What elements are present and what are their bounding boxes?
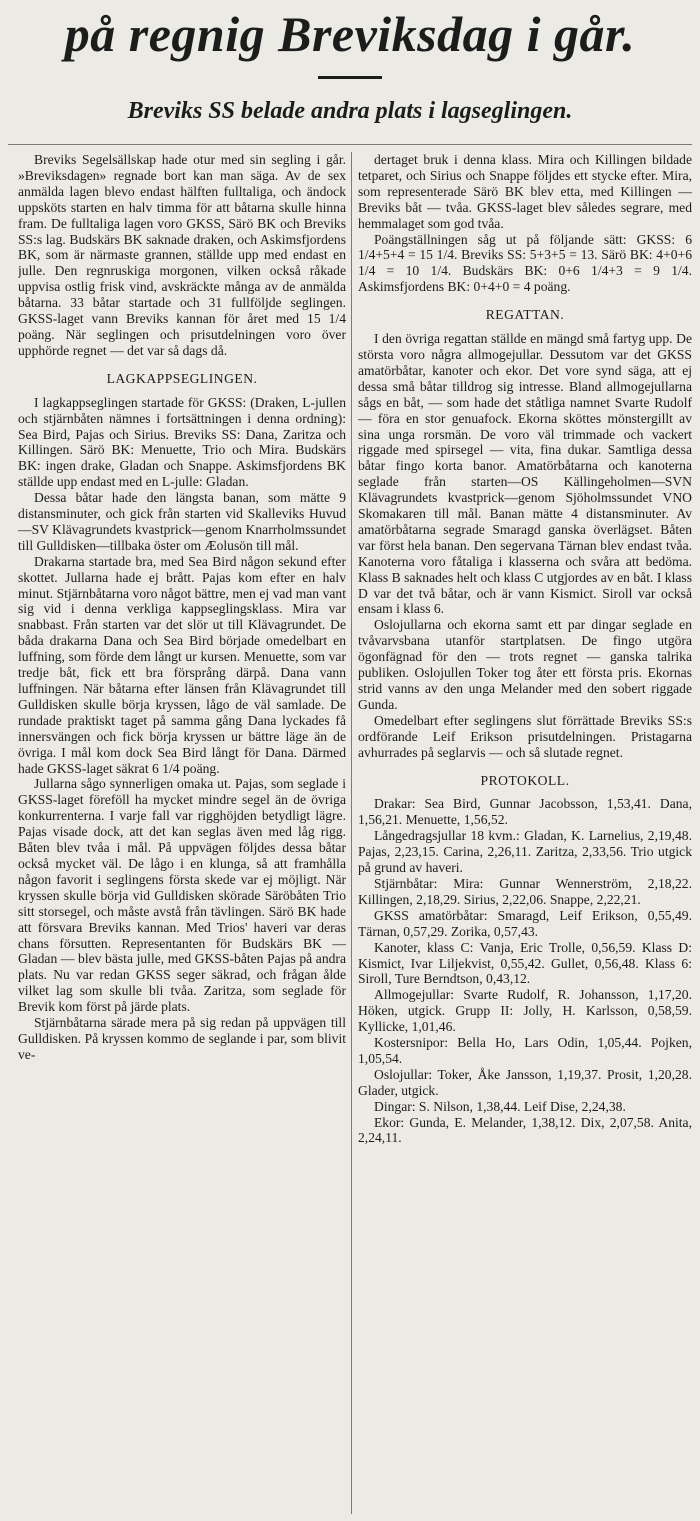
article-paragraph: I den övriga regattan ställde en mängd små fartyg upp. De största voro några allmogejullar. Dessutom var det GKSS amatörbåtar, kanoter och ekor. Det vore synd säga, att ej dessa små båtar tilldrog sig intresse. Bland allmogejullarna sågs en båt, — som hade det ståtliga namnet Svarte Rudolf — föra en stor genuafock. Ekorna sköttes mönstergillt av sina unga rorsmän. De voro väl trimmade och vackert riggade med spirsegel — vita, fina dukar. Samtliga dessa båtar fingo korta banor. Amatörbåtarna och kanoterna seglade från starten—OS Källingeholmen—SVN Klävagrundets kvastprick—genom Sjöholmssundet VNO Skomakaren till mål. Banan mätte 4 distansminuter. Av amatörbåtarna segrade Smaragd ganska överlägset. Båten var först hela banan. Den segervana Tärnan blev endast tvåa. Kanoterna voro fåtaliga i klasserna och svåra att bedöma. Klass B saknades helt och klass C utgjordes av en båt. I klass D var det två båtar, och är vann Kismict. Siroll var också ensam i klass 6. xyxy=(358,331,692,617)
protocol-entry: GKSS amatörbåtar: Smaragd, Leif Erikson, 0,55,49. Tärnan, 0,57,29. Zorika, 0,57,43. xyxy=(358,907,692,939)
protocol-entry: Stjärnbåtar: Mira: Gunnar Wennerström, 2,18,22. Killingen, 2,18,29. Sirius, 2,22,06. Snappe, 2,22,21. xyxy=(358,875,692,907)
article-paragraph: Poängställningen såg ut på följande sätt: GKSS: 6 1/4+5+4 = 15 1/4. Breviks SS: 5+3+5 = 13. Särö BK: 4+0+6 1/4 = 10 1/4. Budskärs BK: 0+6 1/4+3 = 9 1/4. Askimsfjordens BK: 0+4+0 = 4 poäng. xyxy=(358,231,692,295)
protocol-entry: Drakar: Sea Bird, Gunnar Jacobsson, 1,53,41. Dana, 1,56,21. Menuette, 1,56,52. xyxy=(358,796,692,828)
article-paragraph: Oslojullarna och ekorna samt ett par dingar seglade en tvåvarvsbana utanför startplatsen. De fingo utgöra ögonfägnad för den — trots regnet — ganska talrika publiken. Oslojullen Toker tog åter ett första pris. Ekornas strid vanns av den unga Melander med den sobert riggade Gunda. xyxy=(358,617,692,712)
subheadline: Breviks SS belade andra plats i lagseglingen. xyxy=(127,98,573,124)
protocol-entry: Kostersnipor: Bella Ho, Lars Odin, 1,05,44. Pojken, 1,05,54. xyxy=(358,1035,692,1066)
section-heading: REGATTAN. xyxy=(485,307,565,323)
article-paragraph: Dessa båtar hade den längsta banan, som mätte 9 distansminuter, och gick från starten vid Skalleviks Huvud—SV Klävagrundets kvastprick—genom Knarrholmssundet till Gulldisken—tillbaka öster om Æolusön till mål. xyxy=(18,490,346,553)
protocol-entry: Allmogejullar: Svarte Rudolf, R. Johansson, 1,17,20. Höken, utgick. Grupp II: Jolly, H. Karlsson, 0,58,59. Kyllicke, 1,01,46. xyxy=(358,987,692,1035)
protocol-entry: Kanoter, klass C: Vanja, Eric Trolle, 0,56,59. Klass D: Kismict, Ivar Liljekvist, 0,55,42. Gullet, 0,56,48. Klass 6: Siroll, Ture Berndtson, 0,43,12. xyxy=(358,939,692,987)
section-heading: LAGKAPPSEGLINGEN. xyxy=(106,370,258,386)
headline-rule xyxy=(318,76,382,79)
column-divider xyxy=(351,152,352,1514)
article-paragraph: dertaget bruk i denna klass. Mira och Killingen bildade tetparet, och Sirius och Snappe följdes ett stycke efter. Mira, som representerade Särö BK blev etta, med Killingen — Breviks båt — tvåa. GKSS-laget blev således segrare, med hemmalaget som god tvåa. xyxy=(358,152,692,231)
article-paragraph: Drakarna startade bra, med Sea Bird någon sekund efter skottet. Jullarna hade ej brått. Pajas kom efter en halv minut. Stjärnbåtarna voro något bättre, men ej vad man vant sig vid i denna verkliga kappseglingsklass. Mira var snabbast. Från starten var det slör ut till Klävagrundet. De båda drakarna Dana och Sea Bird började omedelbart en luffning, som förde dem långt ur kursen. Menuette, som var tredje båt, fick ett bra försprång därpå. Dana vann luffningen. När båtarna efter länsen från Klävagrundet till Gulldisken skulle börja kryssen, lågo de väl samlade. De rundade praktiskt taget på samma gång Dana lyckades få innersvängen och fick börja kryssen ur bättre läge än de övriga. I mål kom dock Sea Bird långt för Dana. Därmed hade GKSS-laget säkrat 6 1/4 poäng. xyxy=(18,553,346,776)
section-rule xyxy=(8,144,692,145)
protocol-entry: Långedragsjullar 18 kvm.: Gladan, K. Larnelius, 2,19,48. Pajas, 2,23,15. Carina, 2,26,11. Zaritza, 2,33,56. Trio utgick på grund av haveri. xyxy=(358,828,692,876)
protocol-entry: Ekor: Gunda, E. Melander, 1,38,12. Dix, 2,07,58. Anita, 2,24,11. xyxy=(358,1114,692,1146)
article-paragraph: Omedelbart efter seglingens slut förrättade Breviks SS:s ordförande Leif Erikson prisutdelningen. Pristagarna avhurrades på seglarvis — och så slutade regnet. xyxy=(358,712,692,760)
protocol-entry: Dingar: S. Nilson, 1,38,44. Leif Dise, 2,24,38. xyxy=(374,1098,626,1114)
section-heading: PROTOKOLL. xyxy=(480,772,570,788)
headline: på regnig Breviksdag i går. xyxy=(64,6,636,62)
article-paragraph: Breviks Segelsällskap hade otur med sin segling i går. »Breviksdagen» regnade bort kan man säga. Av de sex anmälda lagen blevo endast hälften fulltaliga, och ändock uppsköts starten en halv timma för att båtarna skulle hinna fram. De fulltaliga lagen voro GKSS, Särö BK och Breviks SS:s lag. Budskärs BK saknade draken, och Askimsfjordens BK, som är närmaste grannen, ställde upp med endast en julle. Den regnruskiga morgonen, vilken också råkade uppvisa ostlig frisk vind, avskräckte många av de anmälda båtarna. 33 båtar startade och 31 fullföljde seglingen. GKSS-laget vann Breviks kannan för året med 15 1/4 poäng. När seglingen och prisutdelningen voro över upphörde regnet — det var så dags då. xyxy=(18,152,346,358)
protocol-list xyxy=(358,796,692,1146)
right-column xyxy=(358,152,692,1514)
article-paragraph: Stjärnbåtarna särade mera på sig redan på uppvägen till Gulldisken. På kryssen kommo de seglande i par, som blivit ve- xyxy=(18,1015,346,1062)
article-paragraph: Jullarna sågo synnerligen omaka ut. Pajas, som seglade i GKSS-laget föreföll ha mycket mindre segel än de övriga konkurrenterna. I varje fall var rigghöjden betydligt lägre. Pajas visade dock, att det kan seglas även med låg rigg. Båten blev tvåa i mål. På uppvägen följdes dessa båtar också mycket väl. De lågo i en klunga, så att framhålla någon favorit i seglingens första skede var ej möjligt. När kryssen skulle börja vid Gulldisken skörade Säröbåten Trio sitt storsegel, och måste avstå från tävlingen. Särö BK hade att försvara Breviks kannan. Med Trios' haveri var deras chans försutten. Representanten för Budskärs BK — Gladan — blev bästa julle, med GKSS-båten Pajas på andra plats. Nu var redan GKSS seger säkrad, och frågan ålde vilket lag som skulle bli tvåa. Zaritza, som seglade för Brevik kom först på järde plats. xyxy=(18,776,346,1015)
article-paragraph: I lagkappseglingen startade för GKSS: (Draken, L-jullen och stjärnbåten nämnes i fortsättningen i denna ordning): Sea Bird, Pajas och Sirius. Breviks SS: Dana, Zaritza och Killingen. Särö BK: Menuette, Trio och Mira. Budskärs BK: ingen drake, Gladan och Snappe. Askimsfjordens BK ställde upp endast med en L-julle: Gladan. xyxy=(18,394,346,490)
left-column xyxy=(18,152,346,1514)
protocol-entry: Oslojullar: Toker, Åke Jansson, 1,19,37. Prosit, 1,20,28. Glader, utgick. xyxy=(358,1066,692,1098)
